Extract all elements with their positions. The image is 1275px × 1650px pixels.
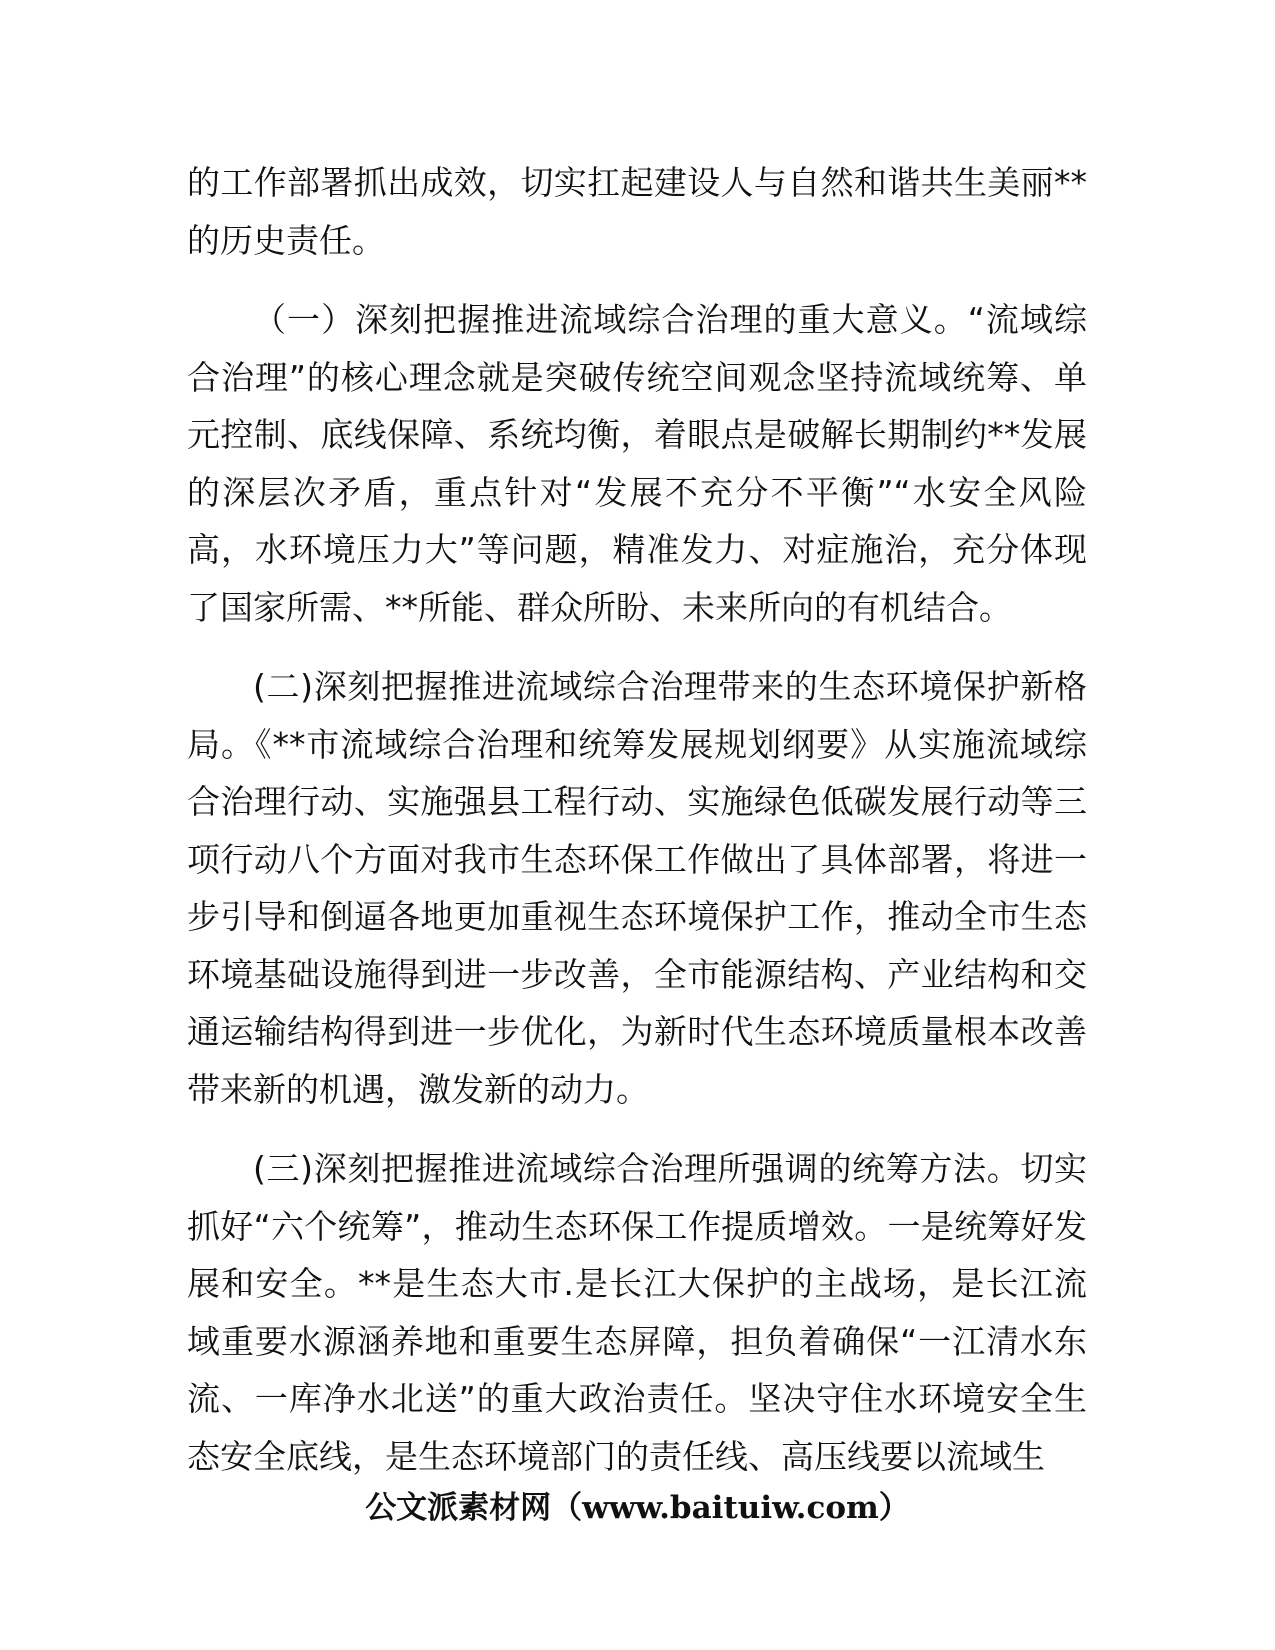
document-body xyxy=(187,154,1087,1507)
paragraph-section-three: (三)深刻把握推进流域综合治理所强调的统筹方法。切实抓好“六个统筹”，推动生态环保工作提质增效。一是统筹好发展和安全。**是生态大市.是长江大保护的主战场，是长江流域重要水源涵养地和重要生态屏障，担负着确保“一江清水东流、一库净水北送”的重大政治责任。坚决守住水环境安全生态安全底线，是生态环境部门的责任线、高压线要以流域生 xyxy=(187,1149,1087,1476)
footer-watermark: 公文派素材网（www.baituiw.com） xyxy=(365,1490,910,1526)
paragraph-continuation: 的工作部署抓出成效，切实扛起建设人与自然和谐共生美丽**的历史责任。 xyxy=(187,163,1087,260)
paragraph-section-two: (二)深刻把握推进流域综合治理带来的生态环境保护新格局。《**市流域综合治理和统筹发展规划纲要》从实施流域综合治理行动、实施强县工程行动、实施绿色低碳发展行动等三项行动八个方面对我市生态环保工作做出了具体部署，将进一步引导和倒逼各地更加重视生态环境保护工作，推动全市生态环境基础设施得到进一步改善，全市能源结构、产业结构和交通运输结构得到进一步优化，为新时代生态环境质量根本改善带来新的机遇，激发新的动力。 xyxy=(187,667,1087,1109)
paragraph-section-one: （一）深刻把握推进流域综合治理的重大意义。“流域综合治理”的核心理念就是突破传统空间观念坚持流域统筹、单元控制、底线保障、系统均衡，着眼点是破解长期制约**发展的深层次矛盾，重点针对“发展不充分不平衡”“水安全风险高，水环境压力大”等问题，精准发力、对症施治，充分体现了国家所需、**所能、群众所盼、未来所向的有机结合。 xyxy=(187,300,1087,627)
